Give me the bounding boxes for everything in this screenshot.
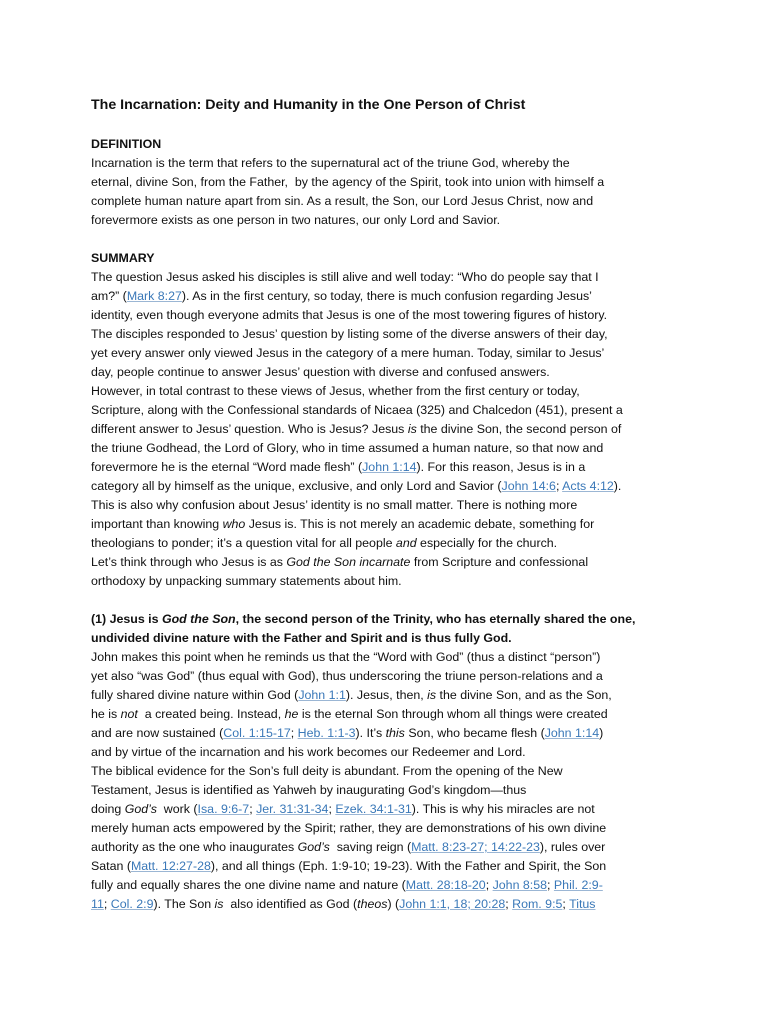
emphasized-text: is	[214, 897, 224, 911]
text-segment: ;	[562, 897, 570, 911]
text-line	[91, 724, 691, 743]
text-line	[91, 420, 691, 439]
text-line	[91, 648, 691, 667]
text-segment: ). As in the first century, so today, there is much confusion regarding Jesus’	[181, 289, 592, 303]
text-segment: However, in total contrast to these views of Jesus, whether from the first century or today,	[91, 384, 580, 398]
text-segment: ;	[328, 802, 336, 816]
text-segment: ). For this reason, Jesus is in a	[416, 460, 586, 474]
text-segment: eternal, divine Son, from the Father, by the agency of the Spirit, took into union with himself a	[91, 175, 605, 189]
text-segment: a created being. Instead,	[137, 707, 285, 721]
text-line	[91, 610, 691, 629]
text-line	[91, 895, 691, 914]
text-segment: ).	[613, 479, 622, 493]
text-line	[91, 819, 691, 838]
text-segment: (1) Jesus is	[91, 612, 162, 626]
text-segment: the divine Son, the second person of	[416, 422, 622, 436]
emphasized-text: this	[385, 726, 405, 740]
text-segment: from Scripture and confessional	[410, 555, 589, 569]
text-line	[91, 515, 691, 534]
text-segment: yet also “was God” (thus equal with God), thus underscoring the triune person-relations and a	[91, 669, 603, 683]
emphasized-text: God the Son incarnate	[286, 555, 411, 569]
text-line	[91, 743, 691, 762]
text-segment: The biblical evidence for the Son’s full deity is abundant. From the opening of the New	[91, 764, 563, 778]
text-line	[91, 154, 691, 173]
emphasized-text: God the Son	[161, 612, 236, 626]
text-segment: forevermore exists as one person in two natures, our only Lord and Savior.	[91, 213, 501, 227]
text-segment: ). It’s	[355, 726, 386, 740]
text-line	[91, 876, 691, 895]
text-segment: and are now sustained (	[91, 726, 224, 740]
scripture-reference-link[interactable]: Rom. 9:5	[512, 897, 563, 911]
text-line	[91, 192, 691, 211]
text-segment: ;	[555, 479, 563, 493]
text-segment: Scripture, along with the Confessional standards of Nicaea (325) and Chalcedon (451), present a	[91, 403, 623, 417]
scripture-reference-link[interactable]: John 1:14	[544, 726, 600, 740]
text-line	[91, 401, 691, 420]
text-segment: This is also why confusion about Jesus’ identity is no small matter. There is nothing more	[91, 498, 578, 512]
text-segment: merely human acts empowered by the Spirit; rather, they are demonstrations of his own divine	[91, 821, 607, 835]
scripture-reference-link[interactable]: John 1:14	[362, 460, 417, 474]
text-line	[91, 306, 691, 325]
text-segment: ;	[103, 897, 111, 911]
scripture-reference-link[interactable]: Acts 4:12	[562, 479, 614, 493]
emphasized-text: who	[222, 517, 246, 531]
text-segment: ;	[249, 802, 257, 816]
emphasized-text: is	[427, 688, 437, 702]
text-line	[91, 857, 691, 876]
text-segment: the triune Godhead, the Lord of Glory, who in time assumed a human nature, so that now and	[91, 441, 604, 455]
scripture-reference-link[interactable]: Col. 1:15-17	[223, 726, 291, 740]
text-line	[91, 173, 691, 192]
text-line	[91, 762, 691, 781]
emphasized-text: God’s	[124, 802, 157, 816]
text-segment: the divine Son, and as the Son,	[436, 688, 612, 702]
scripture-reference-link[interactable]: Ezek. 34:1-31	[335, 802, 412, 816]
text-segment: is the eternal Son through whom all things were created	[298, 707, 608, 721]
text-segment: Testament, Jesus is identified as Yahweh by inaugurating God’s kingdom—thus	[91, 783, 527, 797]
spacer	[91, 591, 691, 610]
text-line	[91, 363, 691, 382]
text-segment: ;	[547, 878, 554, 892]
text-segment: especially for the church.	[416, 536, 558, 550]
text-segment: ), and all things (Eph. 1:9-10; 19-23). With the Father and Spirit, the Son	[210, 859, 607, 873]
text-line	[91, 572, 691, 591]
text-line	[91, 534, 691, 553]
text-segment: The question Jesus asked his disciples is still alive and well today: “Who do people say that I	[91, 270, 599, 284]
text-line	[91, 496, 691, 515]
scripture-reference-link[interactable]: John 1:1, 18; 20:28	[399, 897, 506, 911]
text-segment: Jesus is. This is not merely an academic debate, something for	[245, 517, 595, 531]
text-segment: important than knowing	[91, 517, 223, 531]
text-segment: ;	[485, 878, 493, 892]
emphasized-text: is	[407, 422, 417, 436]
scripture-reference-link[interactable]: Heb. 1:1-3	[297, 726, 356, 740]
text-segment: work (	[156, 802, 198, 816]
scripture-reference-link[interactable]: Col. 2:9	[110, 897, 154, 911]
text-segment: Incarnation is the term that refers to the supernatural act of the triune God, whereby the	[91, 156, 570, 170]
text-line	[91, 629, 691, 648]
text-segment: undivided divine nature with the Father and Spirit and is thus fully God.	[91, 631, 512, 645]
text-segment: category all by himself as the unique, exclusive, and only Lord and Savior (	[91, 479, 502, 493]
text-segment: ). Jesus, then,	[345, 688, 428, 702]
text-line	[91, 705, 691, 724]
text-segment: ). This is why his miracles are not	[411, 802, 595, 816]
text-line	[91, 553, 691, 572]
definition-heading: DEFINITION	[91, 137, 162, 151]
text-segment: forevermore he is the eternal “Word made flesh” (	[91, 460, 363, 474]
text-segment: day, people continue to answer Jesus’ question with diverse and confused answers.	[91, 365, 550, 379]
scripture-reference-link[interactable]: John 8:58	[492, 878, 548, 892]
text-segment: fully shared divine nature within God (	[91, 688, 299, 702]
text-segment: am?” (	[91, 289, 127, 303]
text-segment: The disciples responded to Jesus’ question by listing some of the diverse answers of their day,	[91, 327, 608, 341]
text-line	[91, 382, 691, 401]
scripture-reference-link[interactable]: 11	[91, 897, 104, 911]
text-line	[91, 477, 691, 496]
emphasized-text: and	[395, 536, 417, 550]
emphasized-text: not	[120, 707, 138, 721]
emphasized-text: theos	[357, 897, 388, 911]
point-1-heading	[91, 610, 691, 648]
text-segment: , the second person of the Trinity, who has eternally shared the one,	[235, 612, 636, 626]
scripture-reference-link[interactable]: John 14:6	[501, 479, 556, 493]
text-segment: yet every answer only viewed Jesus in the category of a mere human. Today, similar to Jesus’	[91, 346, 605, 360]
text-segment: ). The Son	[153, 897, 215, 911]
text-segment: authority as the one who inaugurates	[91, 840, 298, 854]
text-segment: also identified as God (	[223, 897, 358, 911]
point-1-body	[91, 648, 691, 914]
text-segment: different answer to Jesus’ question. Who is Jesus? Jesus	[91, 422, 408, 436]
text-line	[91, 344, 691, 363]
text-line	[91, 781, 691, 800]
scripture-reference-link[interactable]: Jer. 31:31-34	[256, 802, 329, 816]
scripture-reference-link[interactable]: Phil. 2:9-	[553, 878, 603, 892]
text-segment: Satan (	[91, 859, 131, 873]
text-segment: doing	[91, 802, 125, 816]
text-line	[91, 458, 691, 477]
emphasized-text: he	[284, 707, 299, 721]
scripture-reference-link[interactable]: Titus	[569, 897, 596, 911]
scripture-reference-link[interactable]: John 1:1	[298, 688, 346, 702]
text-line	[91, 268, 691, 287]
text-segment: and by virtue of the incarnation and his work becomes our Redeemer and Lord.	[91, 745, 526, 759]
text-line	[91, 211, 691, 230]
text-segment: John makes this point when he reminds us that the “Word with God” (thus a distinct “person”)	[91, 650, 601, 664]
text-segment: saving reign (	[329, 840, 412, 854]
scripture-reference-link[interactable]: Mark 8:27	[126, 289, 182, 303]
text-segment: ), rules over	[539, 840, 606, 854]
text-segment: identity, even though everyone admits that Jesus is one of the most towering figures of history.	[91, 308, 608, 322]
text-segment: ;	[505, 897, 513, 911]
text-segment: he is	[91, 707, 121, 721]
document-page	[91, 95, 691, 914]
text-line	[91, 686, 691, 705]
text-segment: orthodoxy by unpacking summary statements about him.	[91, 574, 402, 588]
definition-body	[91, 154, 691, 230]
document-title: The Incarnation: Deity and Humanity in the One Person of Christ	[91, 97, 526, 113]
scripture-reference-link[interactable]: Matt. 8:23-27; 14:22-23	[411, 840, 540, 854]
scripture-reference-link[interactable]: Matt. 28:18-20	[405, 878, 486, 892]
text-line	[91, 287, 691, 306]
scripture-reference-link[interactable]: Isa. 9:6-7	[197, 802, 250, 816]
text-line	[91, 667, 691, 686]
text-segment: fully and equally shares the one divine name and nature (	[91, 878, 406, 892]
spacer	[91, 230, 691, 249]
text-segment: theologians to ponder; it’s a question vital for all people	[91, 536, 396, 550]
text-segment: Son, who became flesh (	[404, 726, 545, 740]
text-segment: ;	[290, 726, 298, 740]
text-segment: )	[599, 726, 604, 740]
text-line	[91, 439, 691, 458]
text-line	[91, 838, 691, 857]
summary-heading: SUMMARY	[91, 251, 155, 265]
text-segment: Let’s think through who Jesus is as	[91, 555, 287, 569]
summary-body	[91, 268, 691, 591]
text-line	[91, 325, 691, 344]
emphasized-text: God’s	[297, 840, 330, 854]
text-segment: ) (	[387, 897, 400, 911]
scripture-reference-link[interactable]: Matt. 12:27-28	[130, 859, 211, 873]
text-line	[91, 800, 691, 819]
text-segment: complete human nature apart from sin. As a result, the Son, our Lord Jesus Christ, now and	[91, 194, 594, 208]
